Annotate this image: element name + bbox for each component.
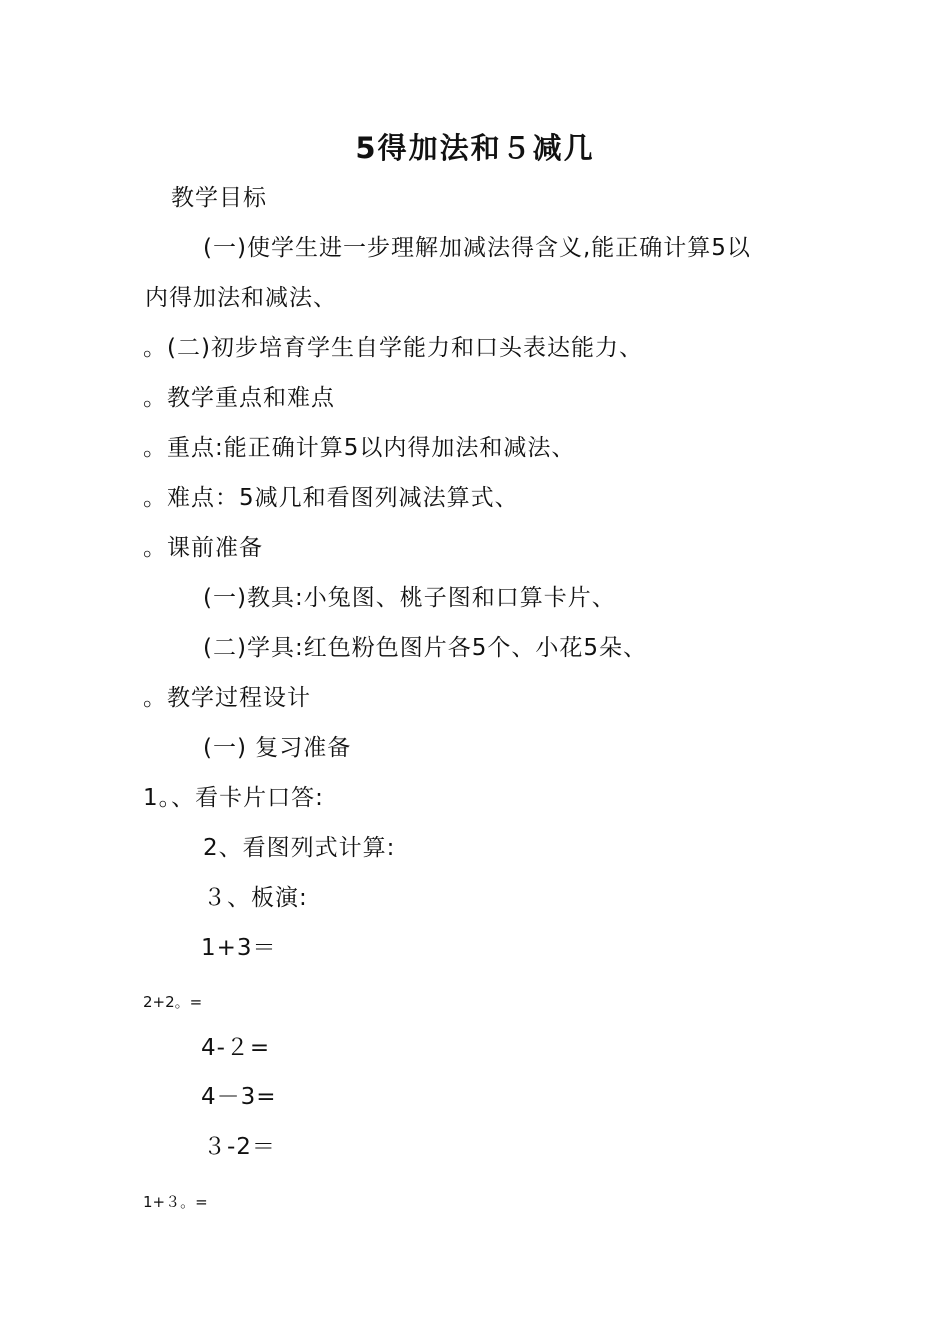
section-heading-process: 。教学过程设计 [143, 685, 311, 711]
review-item-3: ３、板演: [203, 885, 308, 911]
review-item-1: 1。、看卡片口答: [143, 785, 324, 811]
section-heading-objectives: 教学目标 [171, 185, 267, 211]
objective-2: 。(二)初步培育学生自学能力和口头表达能力、 [143, 335, 643, 361]
document-title: 5得加法和５减几 [355, 131, 595, 165]
equation-1: 1+3＝ [201, 935, 277, 961]
equation-6: 1+３。= [143, 1193, 208, 1211]
review-heading: (一) 复习准备 [203, 735, 352, 761]
section-heading-preparation: 。课前准备 [143, 535, 263, 561]
review-item-2: 2、看图列式计算: [203, 835, 396, 861]
equation-5: ３-2＝ [203, 1134, 276, 1160]
teaching-aids: (一)教具:小兔图、桃子图和口算卡片、 [203, 585, 616, 611]
objective-1-line-2: 内得加法和减法、 [145, 285, 337, 311]
objective-1-line-1: (一)使学生进一步理解加减法得含义,能正确计算5以 [203, 235, 751, 261]
equation-4: 4－3= [201, 1084, 277, 1110]
equation-2: 2+2。= [143, 993, 203, 1011]
section-heading-key-points: 。教学重点和难点 [143, 385, 335, 411]
learning-aids: (二)学具:红色粉色图片各5个、小花5朵、 [203, 635, 647, 661]
key-point: 。重点:能正确计算5以内得加法和减法、 [143, 435, 576, 461]
equation-3: 4-２= [201, 1035, 271, 1061]
difficult-point: 。难点：5减几和看图列减法算式、 [143, 485, 519, 511]
